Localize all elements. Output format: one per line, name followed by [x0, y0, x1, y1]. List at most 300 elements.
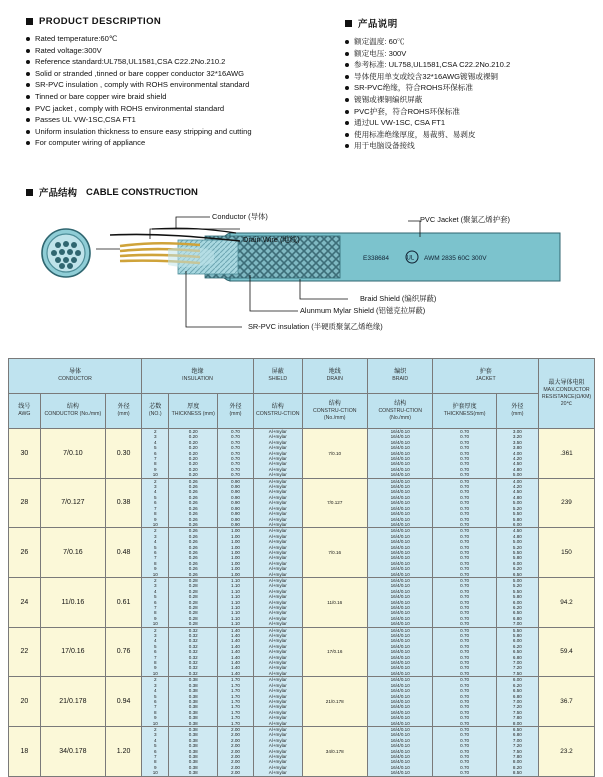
header-jacket-cn: 护套	[479, 369, 492, 375]
subheader-awg-cn: 线号	[18, 404, 31, 410]
list-item-label: 额定电压: 300V	[354, 48, 407, 58]
subheader-drain-en: CONSTRU-CTION (No./mm)	[312, 407, 357, 421]
value-cell: 5.20	[512, 544, 522, 550]
cell-conductor-od: 0.94	[106, 677, 142, 727]
cell-drain-construction: 21/0.178	[302, 677, 367, 727]
value-cell: 6	[153, 599, 157, 605]
value-cell: 0.70	[460, 726, 470, 732]
value-cell: 8.50	[512, 770, 522, 776]
value-cell: Al+mylar	[268, 753, 287, 759]
value-cell: 16/4/0.10	[390, 533, 410, 539]
table-row	[9, 726, 595, 776]
value-cell: 3	[153, 732, 157, 738]
value-cell: 5.00	[512, 500, 522, 506]
cell-conductor-od: 0.38	[106, 478, 142, 528]
value-cell: 0.70	[460, 588, 470, 594]
value-cell: 1.40	[231, 633, 240, 639]
cell-insulation-thickness	[169, 627, 218, 677]
header-drain	[302, 359, 367, 394]
subheader-drain-cn: 结构	[328, 400, 341, 407]
value-cell: 2.00	[231, 748, 240, 754]
value-cell: 7	[153, 605, 157, 610]
cell-insulation-od	[218, 726, 254, 776]
value-cell: 0.70	[460, 605, 470, 610]
value-cell: 6	[153, 748, 157, 754]
value-cell: 16/4/0.10	[390, 715, 410, 721]
cable-cross-section	[42, 229, 90, 277]
value-cell: 16/4/0.10	[390, 709, 410, 715]
value-cell: 0.26	[188, 484, 198, 490]
value-cell: 1.10	[231, 621, 240, 627]
value-cell: 16/4/0.10	[390, 478, 410, 484]
value-cell: 0.70	[460, 698, 470, 704]
value-cell: 1.70	[231, 693, 240, 699]
value-cell: 8	[153, 511, 157, 517]
value-cell: 16/4/0.10	[390, 660, 410, 666]
value-cell: 16/4/0.10	[390, 544, 410, 550]
value-cell: 1.40	[231, 649, 240, 655]
value-cell: 0.38	[188, 748, 198, 754]
value-cell: 0.70	[460, 627, 470, 633]
value-cell: 0.32	[188, 638, 198, 644]
value-cell: 16/4/0.10	[390, 720, 410, 726]
value-stack	[497, 429, 538, 478]
value-cell: 0.38	[188, 677, 198, 683]
header-drain-cn: 地线	[328, 369, 341, 375]
value-stack	[218, 429, 253, 478]
subheader-cores	[142, 394, 169, 429]
value-cell: 0.20	[188, 445, 198, 451]
cell-awg: 28	[9, 478, 41, 528]
value-cell: 16/4/0.10	[390, 466, 410, 472]
value-cell: 2.00	[231, 732, 240, 738]
cell-jacket-od	[496, 429, 538, 479]
bullet-dot-icon	[26, 130, 30, 134]
value-cell: 16/4/0.10	[390, 456, 410, 462]
value-cell: 6.50	[512, 726, 522, 732]
value-cell: 5.50	[512, 627, 522, 633]
value-cell: Al+mylar	[268, 539, 287, 545]
svg-text:AWM 2835 60C 300V: AWM 2835 60C 300V	[424, 255, 487, 262]
subheader-braid-en: CONSTRU-CTION (No./mm)	[378, 407, 422, 421]
value-cell: 0.70	[460, 649, 470, 655]
value-cell: Al+mylar	[268, 610, 287, 616]
cell-insulation-od	[218, 478, 254, 528]
value-stack	[218, 528, 253, 577]
cell-insulation-thickness	[169, 577, 218, 627]
list-item	[345, 130, 595, 140]
value-cell: 16/4/0.10	[390, 610, 410, 616]
value-cell: 0.20	[188, 472, 198, 478]
value-cell: 0.70	[460, 764, 470, 770]
cell-braid-construction	[367, 528, 432, 578]
cell-awg: 18	[9, 726, 41, 776]
value-cell: 6.00	[512, 599, 522, 605]
cell-jacket-thickness	[433, 478, 496, 528]
cell-braid-construction	[367, 726, 432, 776]
value-cell: 4.20	[512, 456, 522, 462]
value-cell: 5.50	[512, 511, 522, 517]
cell-awg: 22	[9, 627, 41, 677]
value-cell: 10	[152, 472, 158, 478]
table-row	[9, 677, 595, 727]
list-item-label: 额定温度: 60℃	[354, 37, 405, 46]
value-cell: Al+mylar	[268, 450, 287, 456]
product-description-heading	[26, 16, 326, 27]
cable-construction-title-en: CABLE CONSTRUCTION	[86, 186, 198, 198]
value-cell: 1.10	[231, 594, 240, 600]
callout-pvc-jacket: PVC Jacket (聚氯乙烯护套)	[420, 215, 510, 224]
value-cell: 0.26	[188, 560, 198, 566]
cell-jacket-thickness	[433, 528, 496, 578]
table-header-row-2	[9, 394, 595, 429]
cell-insulation-thickness	[169, 528, 218, 578]
value-cell: 9	[153, 665, 157, 671]
value-cell: Al+mylar	[268, 588, 287, 594]
value-cell: 0.70	[460, 759, 470, 765]
cell-conductor-construction: 7/0.16	[40, 528, 105, 578]
subheader-conductor-construction	[40, 394, 105, 429]
value-cell: 8.00	[512, 720, 522, 726]
value-cell: 0.28	[188, 615, 198, 621]
bullet-dot-icon	[345, 52, 349, 56]
value-cell: 1.40	[231, 627, 240, 633]
value-cell: 8	[153, 759, 157, 765]
value-cell: Al+mylar	[268, 511, 287, 517]
value-cell: 1.70	[231, 715, 240, 721]
value-cell: 6.80	[512, 732, 522, 738]
subheader-insulation-od	[218, 394, 254, 429]
value-stack	[169, 677, 217, 726]
value-cell: 0.26	[188, 571, 198, 577]
cell-insulation-thickness	[169, 478, 218, 528]
bullet-dot-icon	[345, 133, 349, 137]
value-stack	[368, 429, 432, 478]
value-cell: 7	[153, 505, 157, 511]
value-cell: 1.10	[231, 615, 240, 621]
list-item-label: SR-PVC insulation , comply with ROHS environmental standard	[35, 80, 250, 90]
value-cell: 0.70	[460, 583, 470, 589]
value-cell: 8	[153, 709, 157, 715]
value-cell: 6.50	[512, 688, 522, 694]
value-cell: 0.70	[460, 445, 470, 451]
value-cell: 4.50	[512, 528, 522, 534]
value-cell: 16/4/0.10	[390, 505, 410, 511]
value-cell: 0.70	[460, 621, 470, 627]
value-cell: 0.70	[460, 539, 470, 545]
cell-shield-construction	[253, 627, 302, 677]
subheader-shield-en: CONSTRU-CTION	[255, 411, 300, 417]
value-cell: 4.00	[512, 478, 522, 484]
value-cell: Al+mylar	[268, 748, 287, 754]
header-shield-cn: 屏蔽	[271, 369, 284, 375]
value-cell: 0.70	[460, 633, 470, 639]
list-item	[345, 37, 595, 47]
value-cell: 5	[153, 544, 157, 550]
value-cell: 0.70	[231, 456, 240, 462]
value-cell: Al+mylar	[268, 605, 287, 610]
value-cell: 0.38	[188, 693, 198, 699]
subheader-jacket-thickness	[433, 394, 496, 429]
value-stack	[433, 727, 495, 776]
callout-conductor: Conductor (导体)	[212, 212, 268, 221]
subheader-jkt-od-en: (mm)	[511, 411, 524, 417]
value-cell: 1.40	[231, 670, 240, 676]
value-cell: 0.70	[460, 753, 470, 759]
cell-shield-construction	[253, 528, 302, 578]
value-cell: 16/4/0.10	[390, 445, 410, 451]
value-cell: Al+mylar	[268, 726, 287, 732]
value-cell: 0.70	[460, 770, 470, 776]
value-cell: 4.80	[512, 494, 522, 500]
value-cell: 16/4/0.10	[390, 732, 410, 738]
list-item-label: 参考标准: UL758,UL1581,CSA C22.2No.210.2	[354, 60, 511, 70]
value-cell: Al+mylar	[268, 720, 287, 726]
value-cell: 4	[153, 737, 157, 743]
value-stack	[497, 628, 538, 677]
value-cell: 7.20	[512, 704, 522, 710]
value-cell: 5	[153, 743, 157, 749]
value-cell: 1.70	[231, 704, 240, 710]
subheader-conductor-cn: 结构	[66, 404, 79, 410]
value-cell: Al+mylar	[268, 709, 287, 715]
list-item	[26, 34, 326, 44]
value-cell: 6.00	[512, 677, 522, 683]
value-cell: 0.70	[460, 450, 470, 456]
subheader-insulation-thickness	[169, 394, 218, 429]
list-item	[26, 104, 326, 114]
header-jacket-en: JACKET	[475, 376, 496, 382]
subheader-cond-od-en: (mm)	[117, 411, 130, 417]
value-cell: 6	[153, 649, 157, 655]
header-insulation	[142, 359, 254, 394]
value-cell: 0.38	[188, 764, 198, 770]
value-cell: 2.00	[231, 726, 240, 732]
value-cell: 1.10	[231, 610, 240, 616]
value-cell: 0.70	[460, 677, 470, 683]
value-cell: Al+mylar	[268, 643, 287, 649]
value-cell: 1.70	[231, 709, 240, 715]
cable-construction-title-cn: 产品结构	[39, 188, 78, 199]
value-cell: Al+mylar	[268, 649, 287, 655]
value-cell: 0.38	[188, 737, 198, 743]
bullet-dot-icon	[26, 49, 30, 53]
value-stack	[497, 479, 538, 528]
value-cell: 16/4/0.10	[390, 555, 410, 561]
subheader-ins-od-cn: 外径	[229, 404, 242, 410]
value-cell: 5.00	[512, 472, 522, 478]
cell-braid-construction	[367, 677, 432, 727]
value-cell: 1.00	[231, 566, 240, 572]
value-cell: 0.70	[231, 461, 240, 467]
value-cell: 16/4/0.10	[390, 566, 410, 572]
cell-awg: 24	[9, 577, 41, 627]
value-cell: Al+mylar	[268, 533, 287, 539]
value-cell: 1.40	[231, 643, 240, 649]
bullet-dot-icon	[345, 98, 349, 102]
value-cell: 7.80	[512, 715, 522, 721]
cell-insulation-od	[218, 677, 254, 727]
value-cell: 0.70	[460, 489, 470, 495]
value-stack	[254, 479, 302, 528]
value-cell: 3	[153, 484, 157, 490]
list-item-label: Solid or stranded ,tinned or bare copper conductor 32*16AWG	[35, 68, 245, 78]
cell-shield-construction	[253, 726, 302, 776]
value-stack	[142, 528, 168, 577]
value-cell: 0.70	[231, 429, 240, 434]
value-cell: 6	[153, 698, 157, 704]
subheader-awg-en: AWG	[18, 411, 31, 417]
value-cell: 1.10	[231, 583, 240, 589]
bullet-dot-icon	[26, 141, 30, 145]
value-cell: 0.70	[460, 528, 470, 534]
value-cell: Al+mylar	[268, 466, 287, 472]
cell-braid-construction	[367, 627, 432, 677]
value-cell: 5	[153, 643, 157, 649]
value-cell: Al+mylar	[268, 472, 287, 478]
cell-braid-construction	[367, 429, 432, 479]
list-item-label: For computer wiring of appliance	[35, 138, 146, 148]
cell-shield-construction	[253, 429, 302, 479]
value-stack	[254, 677, 302, 726]
value-cell: Al+mylar	[268, 489, 287, 495]
value-cell: 5.20	[512, 583, 522, 589]
value-cell: 16/4/0.10	[390, 461, 410, 467]
bullet-dot-icon	[26, 95, 30, 99]
cable-construction-heading	[26, 185, 198, 199]
value-stack	[368, 628, 432, 677]
value-cell: 8	[153, 560, 157, 566]
value-cell: Al+mylar	[268, 521, 287, 527]
bullet-square-icon	[345, 20, 352, 27]
bullet-dot-icon	[345, 110, 349, 114]
bullet-dot-icon	[345, 63, 349, 67]
callout-sr-pvc-insulation: SR-PVC insulation (半硬质聚氯乙烯绝缘)	[248, 322, 383, 331]
value-cell: 1.40	[231, 665, 240, 671]
value-cell: 2.00	[231, 753, 240, 759]
value-cell: Al+mylar	[268, 627, 287, 633]
header-conductor-en: CONDUCTOR	[58, 376, 92, 382]
cell-cores	[142, 577, 169, 627]
header-conductor	[9, 359, 142, 394]
value-cell: 0.70	[460, 549, 470, 555]
value-cell: 16/4/0.10	[390, 434, 410, 440]
value-cell: 0.20	[188, 466, 198, 472]
value-cell: 0.70	[460, 516, 470, 522]
value-cell: 7	[153, 456, 157, 462]
value-cell: Al+mylar	[268, 654, 287, 660]
value-cell: 0.70	[460, 461, 470, 467]
value-cell: Al+mylar	[268, 638, 287, 644]
value-cell: 4	[153, 588, 157, 594]
value-cell: Al+mylar	[268, 505, 287, 511]
value-cell: 5	[153, 445, 157, 451]
cell-awg: 20	[9, 677, 41, 727]
value-cell: 0.70	[460, 737, 470, 743]
subheader-jkt-thk-en: THICKNESS(mm)	[443, 411, 486, 417]
value-cell: 16/4/0.10	[390, 682, 410, 688]
value-cell: 16/4/0.10	[390, 654, 410, 660]
value-cell: 0.38	[188, 709, 198, 715]
value-cell: 0.70	[460, 660, 470, 666]
value-cell: 0.70	[460, 594, 470, 600]
cell-conductor-construction: 17/0.16	[40, 627, 105, 677]
product-description-heading-cn	[345, 16, 595, 30]
list-item	[345, 141, 595, 151]
description-english-column	[26, 16, 326, 150]
value-cell: Al+mylar	[268, 764, 287, 770]
bullet-square-icon	[26, 189, 33, 196]
cell-resistance: .361	[539, 429, 595, 479]
value-cell: 0.38	[188, 732, 198, 738]
bullet-dot-icon	[26, 118, 30, 122]
value-cell: 2	[153, 627, 157, 633]
value-stack	[368, 479, 432, 528]
list-item-label: PVC护套，符合ROHS环保标准	[354, 106, 460, 116]
value-cell: 2.00	[231, 737, 240, 743]
value-cell: 16/4/0.10	[390, 605, 410, 610]
cell-conductor-od: 0.48	[106, 528, 142, 578]
value-cell: 1.00	[231, 533, 240, 539]
value-cell: 0.26	[188, 549, 198, 555]
value-cell: 5.00	[512, 577, 522, 583]
cell-insulation-od	[218, 528, 254, 578]
value-cell: 6	[153, 549, 157, 555]
value-cell: 8	[153, 461, 157, 467]
value-cell: 4.00	[512, 450, 522, 456]
value-stack	[368, 677, 432, 726]
value-cell: 3	[153, 682, 157, 688]
value-cell: 0.26	[188, 516, 198, 522]
subheader-shield-cn: 结构	[271, 404, 284, 410]
value-cell: 7	[153, 555, 157, 561]
list-item	[345, 72, 595, 82]
cell-conductor-construction: 7/0.127	[40, 478, 105, 528]
cell-jacket-od	[496, 627, 538, 677]
cell-insulation-thickness	[169, 726, 218, 776]
value-cell: 9	[153, 466, 157, 472]
list-item	[26, 115, 326, 125]
value-cell: 16/4/0.10	[390, 753, 410, 759]
value-cell: 0.90	[231, 505, 240, 511]
list-item	[345, 118, 595, 128]
value-cell: 7.00	[512, 660, 522, 666]
value-cell: 0.26	[188, 528, 198, 534]
value-stack	[497, 578, 538, 627]
value-cell: 0.70	[460, 720, 470, 726]
header-insulation-en: INSULATION	[182, 376, 213, 382]
value-cell: Al+mylar	[268, 633, 287, 639]
value-cell: 7.00	[512, 737, 522, 743]
cell-drain-construction: 7/0.127	[302, 478, 367, 528]
value-cell: 16/4/0.10	[390, 670, 410, 676]
value-cell: 3	[153, 434, 157, 440]
cable-construction-diagram	[0, 203, 603, 343]
value-cell: 0.20	[188, 434, 198, 440]
cell-jacket-thickness	[433, 726, 496, 776]
value-stack	[218, 578, 253, 627]
value-cell: 0.70	[231, 434, 240, 440]
value-cell: 0.26	[188, 494, 198, 500]
list-item	[345, 95, 595, 105]
header-resistance-cn: 最大导体电阻	[548, 379, 585, 386]
value-cell: 3.50	[512, 439, 522, 445]
value-cell: 8	[153, 610, 157, 616]
value-cell: 6.20	[512, 566, 522, 572]
subheader-conductor-od	[106, 394, 142, 429]
value-cell: 2	[153, 478, 157, 484]
value-cell: 0.70	[460, 599, 470, 605]
